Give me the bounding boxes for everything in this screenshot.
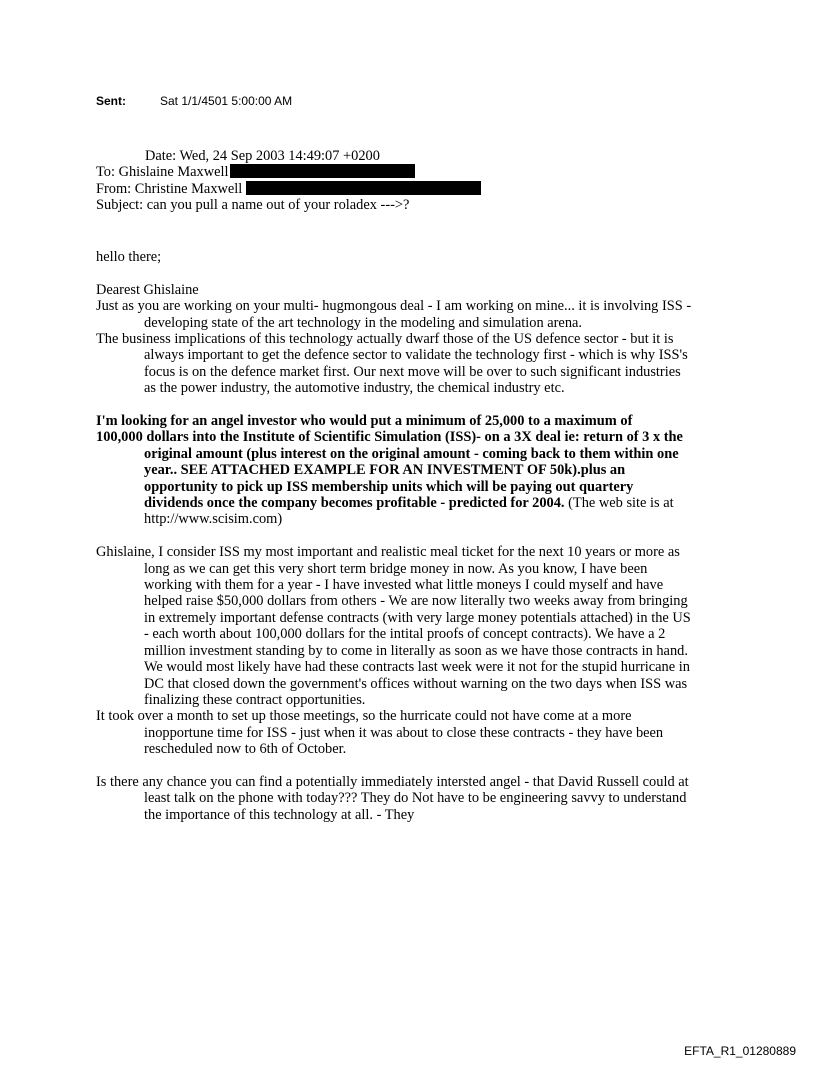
sent-value: Sat 1/1/4501 5:00:00 AM [160,94,293,108]
date-line: Date: Wed, 24 Sep 2003 14:49:07 +0200 [145,148,380,164]
sent-line [96,94,292,108]
paragraph-5: Is there any chance you can find a potentially immediately intersted angel - that David Russell could at least talk on the phone with today??? They do Not have to be engineering savvy to understand the importance of this technology at all. - They [96,773,689,823]
from-line [96,181,716,197]
from-text: From: Christine Maxwell [96,180,243,197]
redaction-block [246,181,481,195]
greeting: hello there; [96,249,162,265]
paragraph-1: Just as you are working on your multi- hugmongous deal - I am working on mine... it is involving ISS -developing state of the art technology in the modeling and simulation arena. [96,298,692,331]
paragraph-2: The business implications of this technology actually dwarf those of the US defence sector - but it is always important to get the defence sector to validate the technology first - which is why ISS's focus is on the defence market first. Our next move will be over to such significant industries as the power industry, the automotive industry, the chemical industry etc. [96,331,688,397]
bold-paragraph-2-text: 100,000 dollars into the Institute of Scientific Simulation (ISS)- on a 3X deal ie: return of 3 x the original amount (plus interest on the original amount - coming back to them within one year.. SEE ATTACHED EXAMPLE FOR AN INVESTMENT OF 50k).plus an opportunity to pick up ISS membership units which will be paying out quartery dividends once the company becomes profitable - predicted for 2004. [96,429,683,512]
email-header [96,148,716,214]
to-line [96,164,716,180]
sent-label: Sent: [96,94,126,108]
bold-paragraph-2 [96,429,696,527]
salutation: Dearest Ghislaine [96,281,199,298]
email-body [96,249,696,823]
website-text: (The web site is at http://www.scisim.com) [144,495,674,528]
redaction-block [230,164,415,178]
document-id: EFTA_R1_01280889 [684,1044,796,1058]
bold-paragraph-1: I'm looking for an angel investor who would put a minimum of 25,000 to a maximum of [96,413,633,430]
paragraph-4: It took over a month to set up those meetings, so the hurricate could not have come at a more inopportune time for ISS - just when it was about to close these contracts - they have been rescheduled now to 6th of October. [96,708,664,758]
paragraph-3: Ghislaine, I consider ISS my most important and realistic meal ticket for the next 10 years or more as long as we can get this very short term bridge money in now. As you know, I have been working with them for a year - I have invested what little moneys I could myself and have helped raise $50,000 dollars from others - We are now literally two weeks away from bringing in extremely important defense contracts (with very large money potentials attached) in the US - each worth about 100,000 dollars for the intital proofs of concept contracts). We have a 2 million investment standing by to come in literally as soon as we have those contracts in hand. We would most likely have had these contracts last week were it not for the stupid hurricane in DC that closed down the government's offices without warning on the two days when ISS was finalizing these contract opportunities. [96,544,691,708]
to-text: To: Ghislaine Maxwell [96,164,229,181]
subject-line: Subject: can you pull a name out of your roladex --->? [96,197,410,214]
